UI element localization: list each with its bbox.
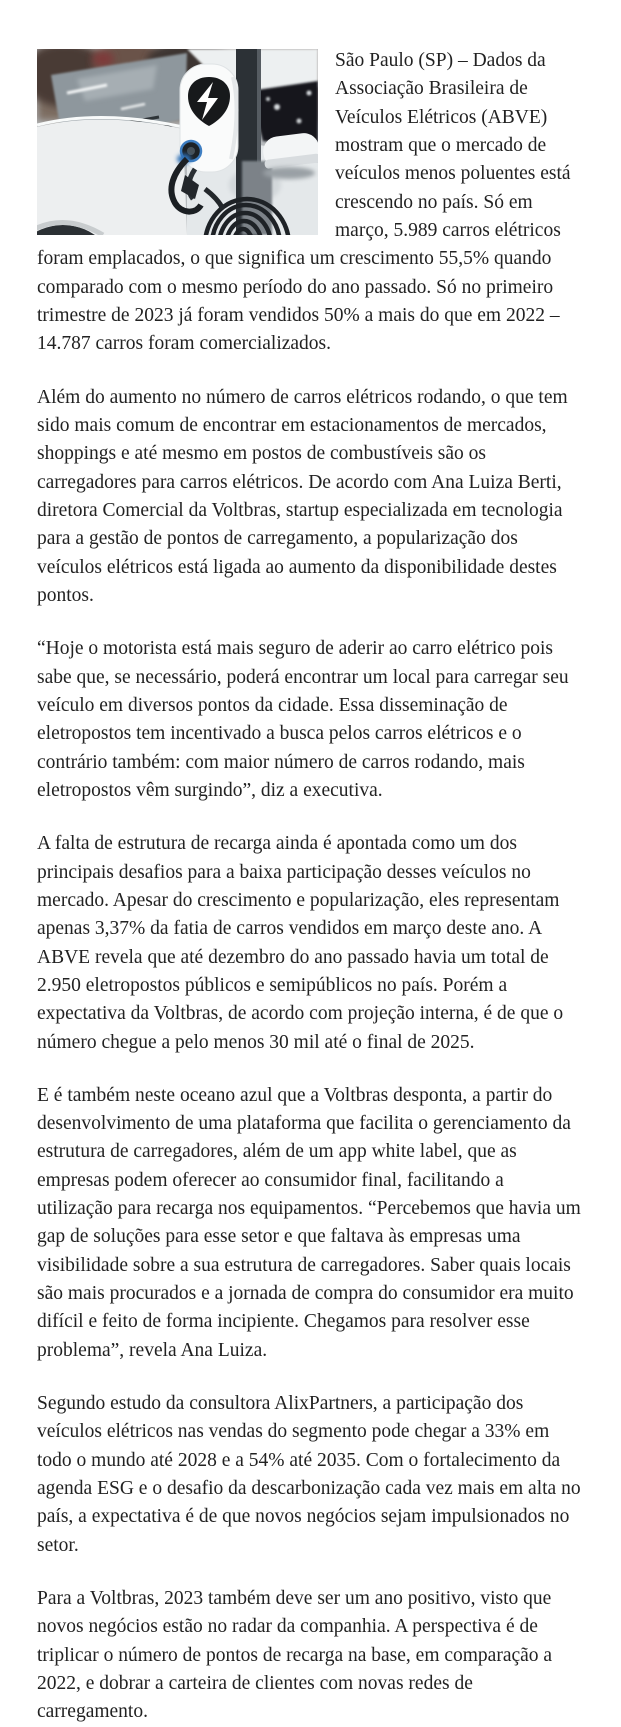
article-paragraph-4: A falta de estrutura de recarga ainda é apontada como um dos principais desafios para a baixa participação desses veículos no mercado. Apesar do crescimento e popularização, eles representam apenas 3,37% da fatia de carros vendidos em março deste ano. A ABVE revela que até dezembro do ano passado havia um total de 2.950 eletropostos públicos e semipúblicos no país. Porém a expectativa da Voltbras, de acordo com projeção interna, é de que o número chegue a pelo menos 30 mil até o final de 2025. [37,833,564,1053]
ev-charger-illustration [37,49,318,235]
article-paragraph-7: Para a Voltbras, 2023 também deve ser um ano positivo, visto que novos negócios estão no radar da companhia. A perspectiva é de triplicar o número de pontos de recarga na base, em comparação a 2022, e dobrar a carteira de clientes com novas redes de carregamento. [37,1588,553,1723]
article-paragraph-quote-1: “Hoje o motorista está mais seguro de aderir ao carro elétrico pois sabe que, se necessário, poderá encontrar um local para carregar seu veículo em diversos pontos da cidade. Essa disseminação de eletropostos tem incentivado a busca pelos carros elétricos e o contrário também: com maior número de carros rodando, mais eletropostos vêm surgindo”, diz a executiva. [37,638,569,801]
article-paragraph-lead: São Paulo (SP) – Dados da Associação Brasileira de Veículos Elétricos (ABVE) mostram que o mercado de veículos menos poluentes está crescendo no país. Só em março, 5.989 carros elétricos foram emplacados, o que significa um crescimento 55,5% quando comparado com o mesmo período do ano passado. Só no primeiro trimestre de 2023 já foram vendidos 50% a mais do que em 2022 – 14.787 carros foram comercializados. [37,50,571,355]
article-paragraph-5: E é também neste oceano azul que a Voltbras desponta, a partir do desenvolvimento de uma plataforma que facilita o gerenciamento da estrutura de carregadores, além de um app white label, que as empresas podem oferecer ao consumidor final, facilitando a utilização para recarga nos equipamentos. “Percebemos que havia um gap de soluções para esse setor e que faltava às empresas uma visibilidade sobre a sua estrutura de carregadores. Saber quais locais são mais procurados e a jornada de compra do consumidor era muito difícil e feito de forma incipiente. Chegamos para resolver esse problema”, revela Ana Luiza. [37,1084,581,1361]
article-image [37,49,318,235]
article-paragraph-2: Além do aumento no número de carros elétricos rodando, o que tem sido mais comum de encontrar em estacionamentos de mercados, shoppings e até mesmo em postos de combustíveis são os carregadores para carros elétricos. De acordo com Ana Luiza Berti, diretora Comercial da Voltbras, startup especializada em tecnologia para a gestão de pontos de carregamento, a popularização dos veículos elétricos está ligada ao aumento da disponibilidade destes pontos. [37,386,568,606]
article-paragraph-6: Segundo estudo da consultora AlixPartners, a participação dos veículos elétricos nas vendas do segmento pode chegar a 33% em todo o mundo até 2028 e a 54% até 2035. Com o fortalecimento da agenda ESG e o desafio da descarbonização cada vez mais em alta no país, a expectativa é de que novos negócios sejam impulsionados no setor. [37,1393,581,1556]
